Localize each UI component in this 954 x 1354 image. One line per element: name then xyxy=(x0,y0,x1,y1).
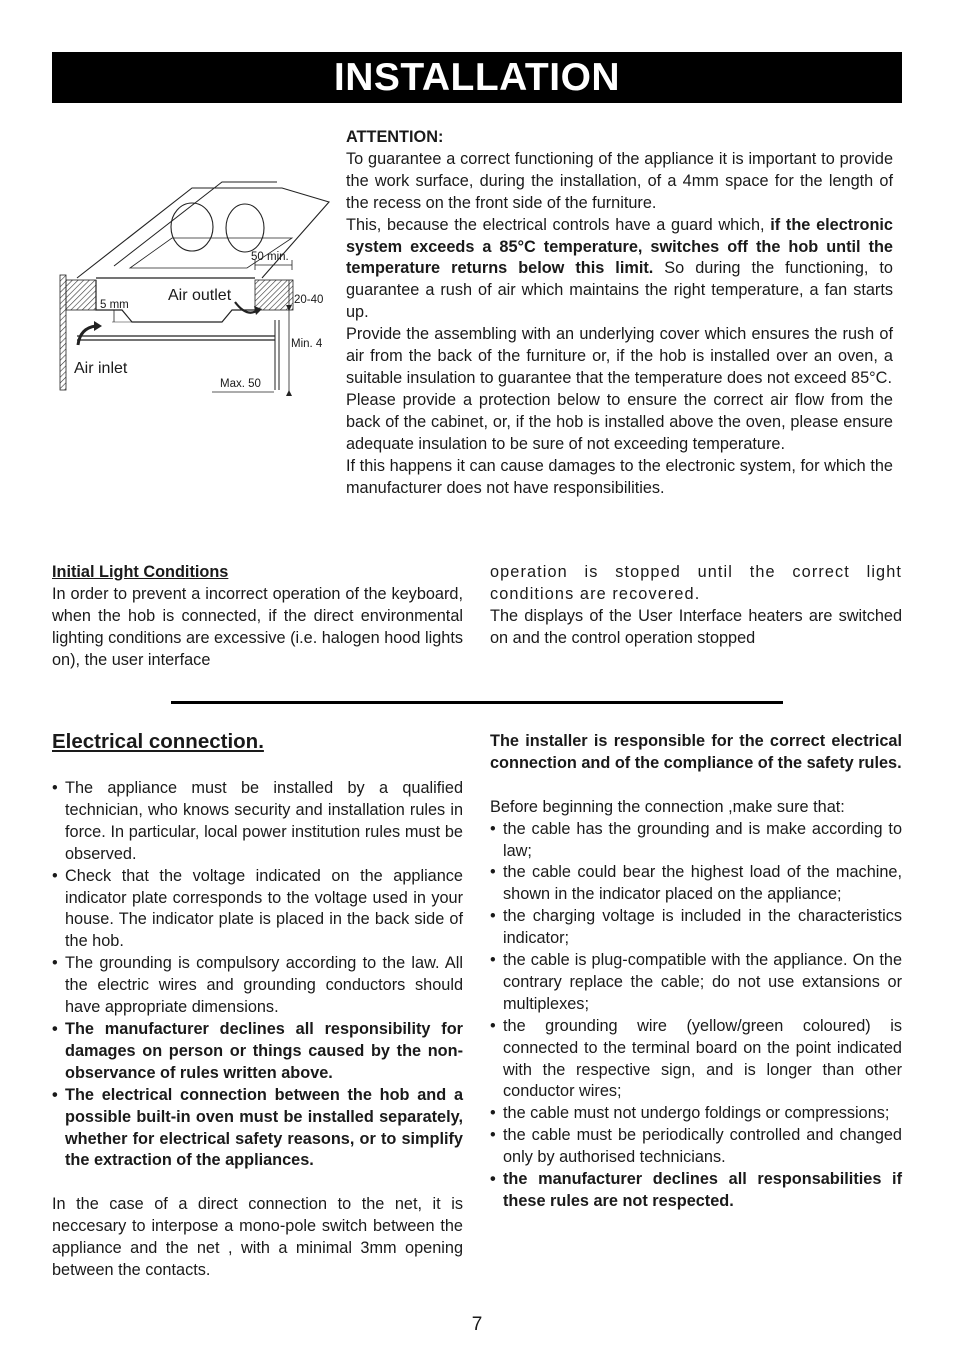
attention-paragraph: To guarantee a correct functioning of the appliance it is important to provide the work surface, during the installation, of a 4mm space for the length of the recess on the front side of the furniture. xyxy=(346,149,893,212)
light-conditions-heading: Initial Light Conditions xyxy=(52,563,229,581)
attention-paragraph xyxy=(346,215,893,325)
list-item: • The grounding is compulsory according to the law. All the electric wires and grounding conductors should have appropriate dimensions. xyxy=(52,953,463,1019)
electrical-left-column xyxy=(52,778,463,1282)
list-item: • The manufacturer declines all responsibility for damages on person or things caused by the non-observance of rules written above. xyxy=(52,1019,463,1085)
attention-paragraph: Please provide a protection below to ensure the correct air flow from the back of the cabinet, or, if the hob is installed above the oven, please ensure adequate insulation to be sure of not exceeding temperature. xyxy=(346,390,893,453)
max-fifty-label: Max. 50 xyxy=(220,378,261,390)
attention-heading: ATTENTION: xyxy=(346,128,444,146)
list-item: • the cable must not undergo foldings or compressions; xyxy=(490,1103,902,1125)
list-item: • the cable is plug-compatible with the appliance. On the contrary replace the cable; do not use extansions or multiplexes; xyxy=(490,950,902,1016)
attention-text: So during the functioning, to guarantee a rush of air which maintains the right temperature, a fan starts up. xyxy=(346,259,893,322)
electrical-right-column xyxy=(490,731,902,1213)
list-item: • The appliance must be installed by a qualified technician, who knows security and installation rules in force. In particular, local power institution rules must be observed. xyxy=(52,778,463,866)
list-item: • the cable has the grounding and is make according to law; xyxy=(490,819,902,863)
page-title: INSTALLATION xyxy=(52,52,902,103)
air-inlet-label: Air inlet xyxy=(74,360,128,377)
list-item: • the cable must be periodically controlled and changed only by authorised technicians. xyxy=(490,1125,902,1169)
attention-bold-text: if the electronic system exceeds a 85°C temperature, switches off the hob until the temperature returns below this limit. xyxy=(346,215,893,278)
attention-block xyxy=(346,127,893,499)
five-mm-label: 5 mm xyxy=(100,299,129,311)
attention-text: This, because the electrical controls have a guard which, xyxy=(346,215,771,234)
min-four-label: Min. 4 xyxy=(291,338,323,350)
list-item: • Check that the voltage indicated on the appliance indicator plate corresponds to the voltage used in your house. The indicator plate is placed in the back side of the hob. xyxy=(52,866,463,954)
twenty-forty-label: 20-40 xyxy=(294,294,324,306)
installation-diagram xyxy=(52,170,342,405)
light-conditions-text: operation is stopped until the correct light conditions are recovered. xyxy=(490,563,902,603)
fifty-min-label: 50 min. xyxy=(251,251,289,263)
installer-responsibility-text: The installer is responsible for the correct electrical connection and of the compliance of the safety rules. xyxy=(490,732,902,772)
list-item: • the charging voltage is included in the characteristics indicator; xyxy=(490,906,902,950)
attention-paragraph: Provide the assembling with an underlying cover which ensures the rush of air from the back of the furniture or, if the hob is installed over an oven, a suitable insulation to guarantee that the temperature does not exceed 85°C. xyxy=(346,325,893,387)
air-outlet-label: Air outlet xyxy=(168,287,232,304)
light-conditions-left xyxy=(52,562,463,672)
list-item: • the manufacturer declines all responsabilities if these rules are not respected. xyxy=(490,1169,902,1213)
section-divider xyxy=(171,701,783,704)
light-conditions-text: The displays of the User Interface heaters are switched on and the control operation stopped xyxy=(490,606,902,647)
before-connection-text: Before beginning the connection ,make sure that: xyxy=(490,797,845,816)
list-item: • the grounding wire (yellow/green coloured) is connected to the terminal board on the point indicated with the respective sign, and is longer than other conductor wires; xyxy=(490,1016,902,1104)
light-conditions-right xyxy=(490,562,902,650)
list-item: • the cable could bear the highest load of the machine, shown in the indicator placed on the appliance; xyxy=(490,862,902,906)
light-conditions-text: In order to prevent a incorrect operation of the keyboard, when the hob is connected, if the direct environmental lighting conditions are excessive (i.e. halogen hood lights on), the user interface xyxy=(52,584,463,669)
attention-paragraph: If this happens it can cause damages to the electronic system, for which the manufacturer does not have responsibilities. xyxy=(346,456,893,497)
page-number: 7 xyxy=(471,1314,483,1335)
direct-connection-text: In the case of a direct connection to the net, it is neccesary to interpose a mono-pole switch between the appliance and the net , with a minimal 3mm opening between the contacts. xyxy=(52,1195,463,1279)
list-item: • The electrical connection between the hob and a possible built-in oven must be installed separately, whether for electrical safety reasons, or to simplify the extraction of the appliances. xyxy=(52,1085,463,1173)
electrical-connection-heading: Electrical connection. xyxy=(52,730,264,753)
